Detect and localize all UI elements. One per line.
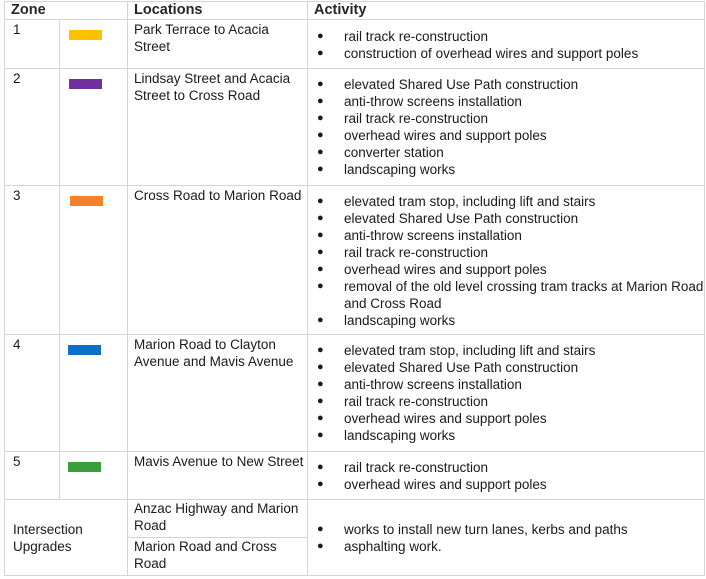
activity-list: [316, 193, 704, 329]
bullet-icon: ●: [317, 246, 324, 258]
zone-number: 5: [5, 452, 60, 500]
activity-item: ● overhead wires and support poles: [317, 262, 547, 277]
bullet-icon: ●: [317, 314, 324, 326]
bullet-icon: ●: [317, 112, 324, 124]
activity-list: [316, 459, 704, 493]
activity-item: ● anti-throw screens installation: [317, 94, 522, 109]
bullet-icon: ●: [317, 378, 324, 390]
activity-item: ● anti-throw screens installation: [317, 377, 522, 392]
bullet-icon: ●: [317, 195, 324, 207]
zone-number: 1: [5, 20, 60, 69]
zone-location: Marion Road to Clayton Avenue and Mavis Avenue: [128, 335, 308, 452]
bullet-icon: ●: [317, 229, 324, 241]
activity-item: ● elevated Shared Use Path construction: [317, 211, 579, 226]
bullet-icon: ●: [317, 412, 324, 424]
table-row: [5, 452, 705, 500]
table-row-intersection: [5, 500, 705, 538]
activity-item: ● elevated Shared Use Path construction: [317, 77, 579, 92]
activity-item: ● elevated tram stop, including lift and stairs: [317, 343, 596, 358]
intersection-upgrades-label: Intersection Upgrades: [5, 500, 128, 576]
bullet-icon: ●: [317, 129, 324, 141]
activity-item: ● rail track re-construction: [317, 394, 489, 409]
bullet-icon: ●: [317, 47, 324, 59]
bullet-icon: ●: [317, 461, 324, 473]
table-row: [5, 335, 705, 452]
activity-item: ● rail track re-construction: [317, 245, 489, 260]
zone-number: 2: [5, 69, 60, 186]
activity-item: ● construction of overhead wires and support poles: [317, 46, 639, 61]
header-activity: Activity: [308, 2, 705, 20]
activity-item: ● works to install new turn lanes, kerbs and paths: [317, 521, 628, 537]
table-row: [5, 186, 705, 335]
bullet-icon: ●: [317, 30, 324, 42]
intersection-location: Marion Road and Cross Road: [128, 538, 308, 576]
bullet-icon: ●: [317, 539, 324, 552]
activity-item: ● overhead wires and support poles: [317, 477, 547, 492]
bullet-icon: ●: [317, 344, 324, 356]
zone-location: Cross Road to Marion Road: [128, 186, 308, 335]
zone-color-swatch: [69, 79, 102, 89]
intersection-location: Anzac Highway and Marion Road: [128, 500, 308, 538]
bullet-icon: ●: [317, 163, 324, 175]
activity-item: ● asphalting work.: [317, 538, 442, 554]
table-row: [5, 20, 705, 69]
activity-item: ● rail track re-construction: [317, 111, 489, 126]
header-locations: Locations: [128, 2, 308, 20]
activity-item: ● converter station: [317, 145, 444, 160]
zone-number: 3: [5, 186, 60, 335]
activity-list: [316, 28, 704, 62]
bullet-icon: ●: [317, 280, 324, 292]
bullet-icon: ●: [317, 78, 324, 90]
activity-item: ● removal of the old level crossing tram tracks at Marion Road and Cross Road: [317, 279, 704, 311]
activity-item: ● landscaping works: [317, 313, 456, 328]
bullet-icon: ●: [317, 263, 324, 275]
zone-color-swatch: [70, 196, 103, 206]
bullet-icon: ●: [317, 522, 324, 535]
header-zone: Zone: [5, 2, 128, 20]
activity-item: ● rail track re-construction: [317, 29, 489, 44]
bullet-icon: ●: [317, 395, 324, 407]
bullet-icon: ●: [317, 146, 324, 158]
activity-list: [316, 342, 704, 444]
bullet-icon: ●: [317, 212, 324, 224]
activity-item: ● elevated Shared Use Path construction: [317, 360, 579, 375]
bullet-icon: ●: [317, 361, 324, 373]
activity-list: [316, 76, 704, 178]
zone-location: Lindsay Street and Acacia Street to Cross Road: [128, 69, 308, 186]
header-row: [5, 2, 705, 20]
zone-number: 4: [5, 335, 60, 452]
activity-item: ● landscaping works: [317, 428, 456, 443]
activity-item: ● elevated tram stop, including lift and stairs: [317, 194, 596, 209]
zones-table: [4, 1, 705, 576]
zone-color-swatch: [69, 30, 102, 40]
zone-location: Park Terrace to Acacia Street: [128, 20, 308, 69]
activity-item: ● overhead wires and support poles: [317, 128, 547, 143]
activity-item: ● anti-throw screens installation: [317, 228, 522, 243]
zone-location: Mavis Avenue to New Street: [128, 452, 308, 500]
activity-item: ● landscaping works: [317, 162, 456, 177]
table-row: [5, 69, 705, 186]
zone-color-swatch: [68, 462, 101, 472]
activity-list: [316, 521, 704, 555]
bullet-icon: ●: [317, 429, 324, 441]
bullet-icon: ●: [317, 95, 324, 107]
zone-color-swatch: [68, 345, 101, 355]
activity-item: ● rail track re-construction: [317, 460, 489, 475]
bullet-icon: ●: [317, 478, 324, 490]
activity-item: ● overhead wires and support poles: [317, 411, 547, 426]
